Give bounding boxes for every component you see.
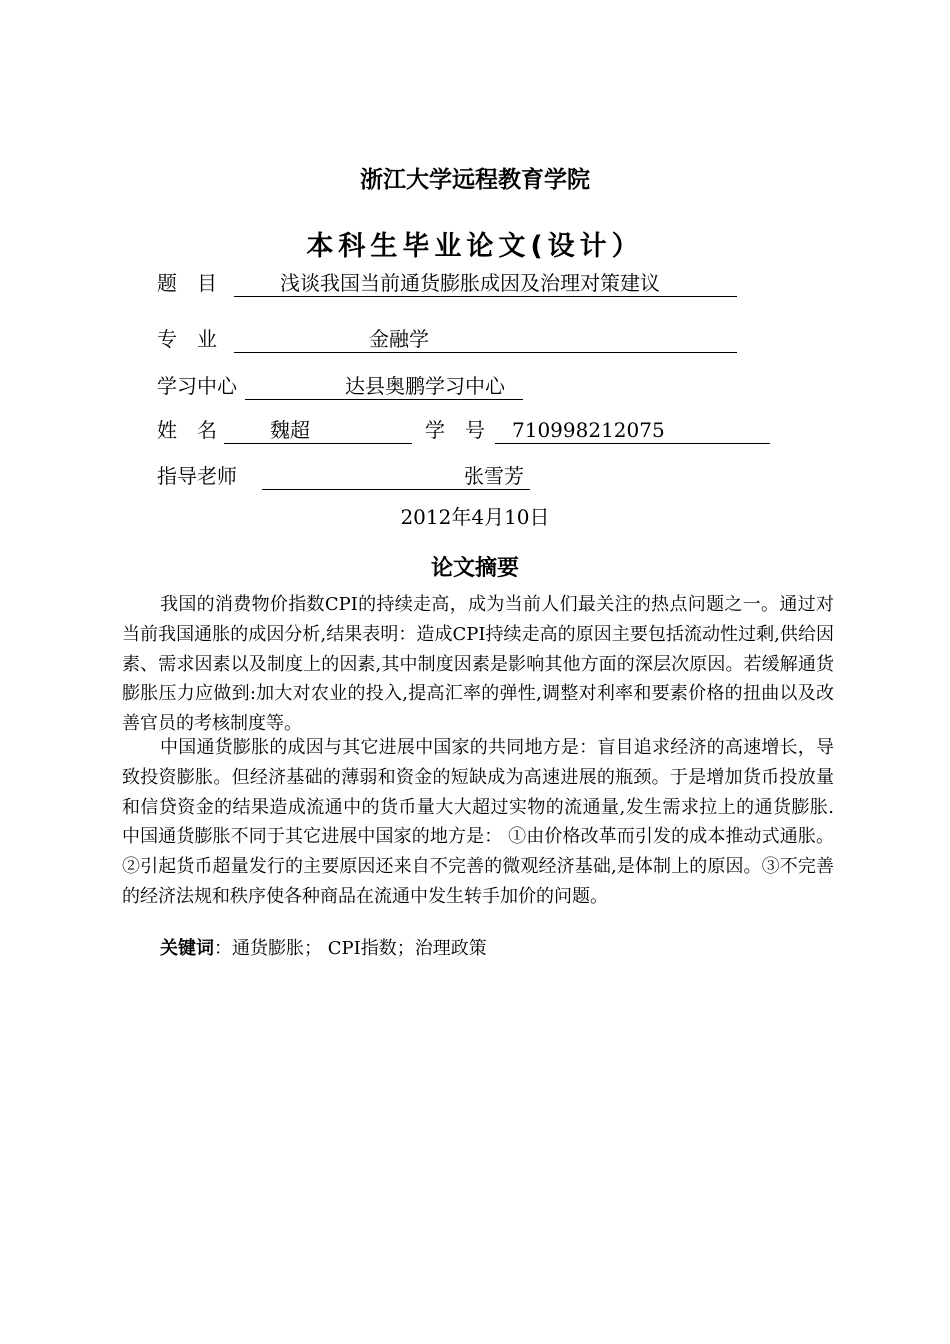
center-label: 学习中心	[157, 374, 237, 398]
keywords-line	[160, 934, 487, 963]
center-value: 达县奥鹏学习中心	[345, 374, 505, 398]
abstract-heading: 论文摘要	[430, 556, 519, 581]
major-label: 专 业	[157, 327, 217, 351]
student-id-label: 学 号	[425, 418, 485, 442]
institution-name: 浙江大学远程教育学院	[360, 167, 590, 193]
name-label: 姓 名	[157, 418, 217, 442]
document-title: 本科生毕业论文(设计）	[306, 231, 644, 262]
keywords-value: ：通货膨胀； CPI指数；治理政策	[214, 938, 487, 959]
title-label: 题 目	[157, 271, 217, 295]
abstract-paragraph-2: 中国通货膨胀的成因与其它进展中国家的共同地方是：盲目追求经济的高速增长，导致投资膨胀。但经济基础的薄弱和资金的短缺成为高速进展的瓶颈。于是增加货币投放量和信贷资金的结果造成流通中的货币量大大超过实物的流通量,发生需求拉上的通货膨胀. 中国通货膨胀不同于其它进展中国家的地方是： ①由价格改革而引发的成本推动式通胀。②引起货币超量发行的主要原因还来自不完善的微观经济基础,是体制上的原因。③不完善的经济法规和秩序使各种商品在流通中发生转手加价的问题。	[122, 737, 834, 907]
name-value: 魏超	[270, 418, 310, 442]
keywords-label: 关键词	[160, 938, 214, 959]
advisor-value: 张雪芳	[464, 464, 524, 488]
submission-date: 2012年4月10日	[400, 505, 550, 529]
abstract-paragraph-1: 我国的消费物价指数CPI的持续走高，成为当前人们最关注的热点问题之一。通过对当前我国通胀的成因分析,结果表明：造成CPI持续走高的原因主要包括流动性过剩,供给因素、需求因素以及制度上的因素,其中制度因素是影响其他方面的深层次原因。若缓解通货膨胀压力应做到:加大对农业的投入,提高汇率的弹性,调整对利率和要素价格的扭曲以及改善官员的考核制度等。	[122, 594, 834, 735]
major-value: 金融学	[369, 327, 429, 351]
advisor-label: 指导老师	[157, 464, 237, 488]
title-value: 浅谈我国当前通货膨胀成因及治理对策建议	[280, 271, 660, 295]
name-underline	[224, 417, 412, 444]
student-id-value: 710998212075	[512, 418, 665, 442]
major-underline	[234, 326, 737, 353]
